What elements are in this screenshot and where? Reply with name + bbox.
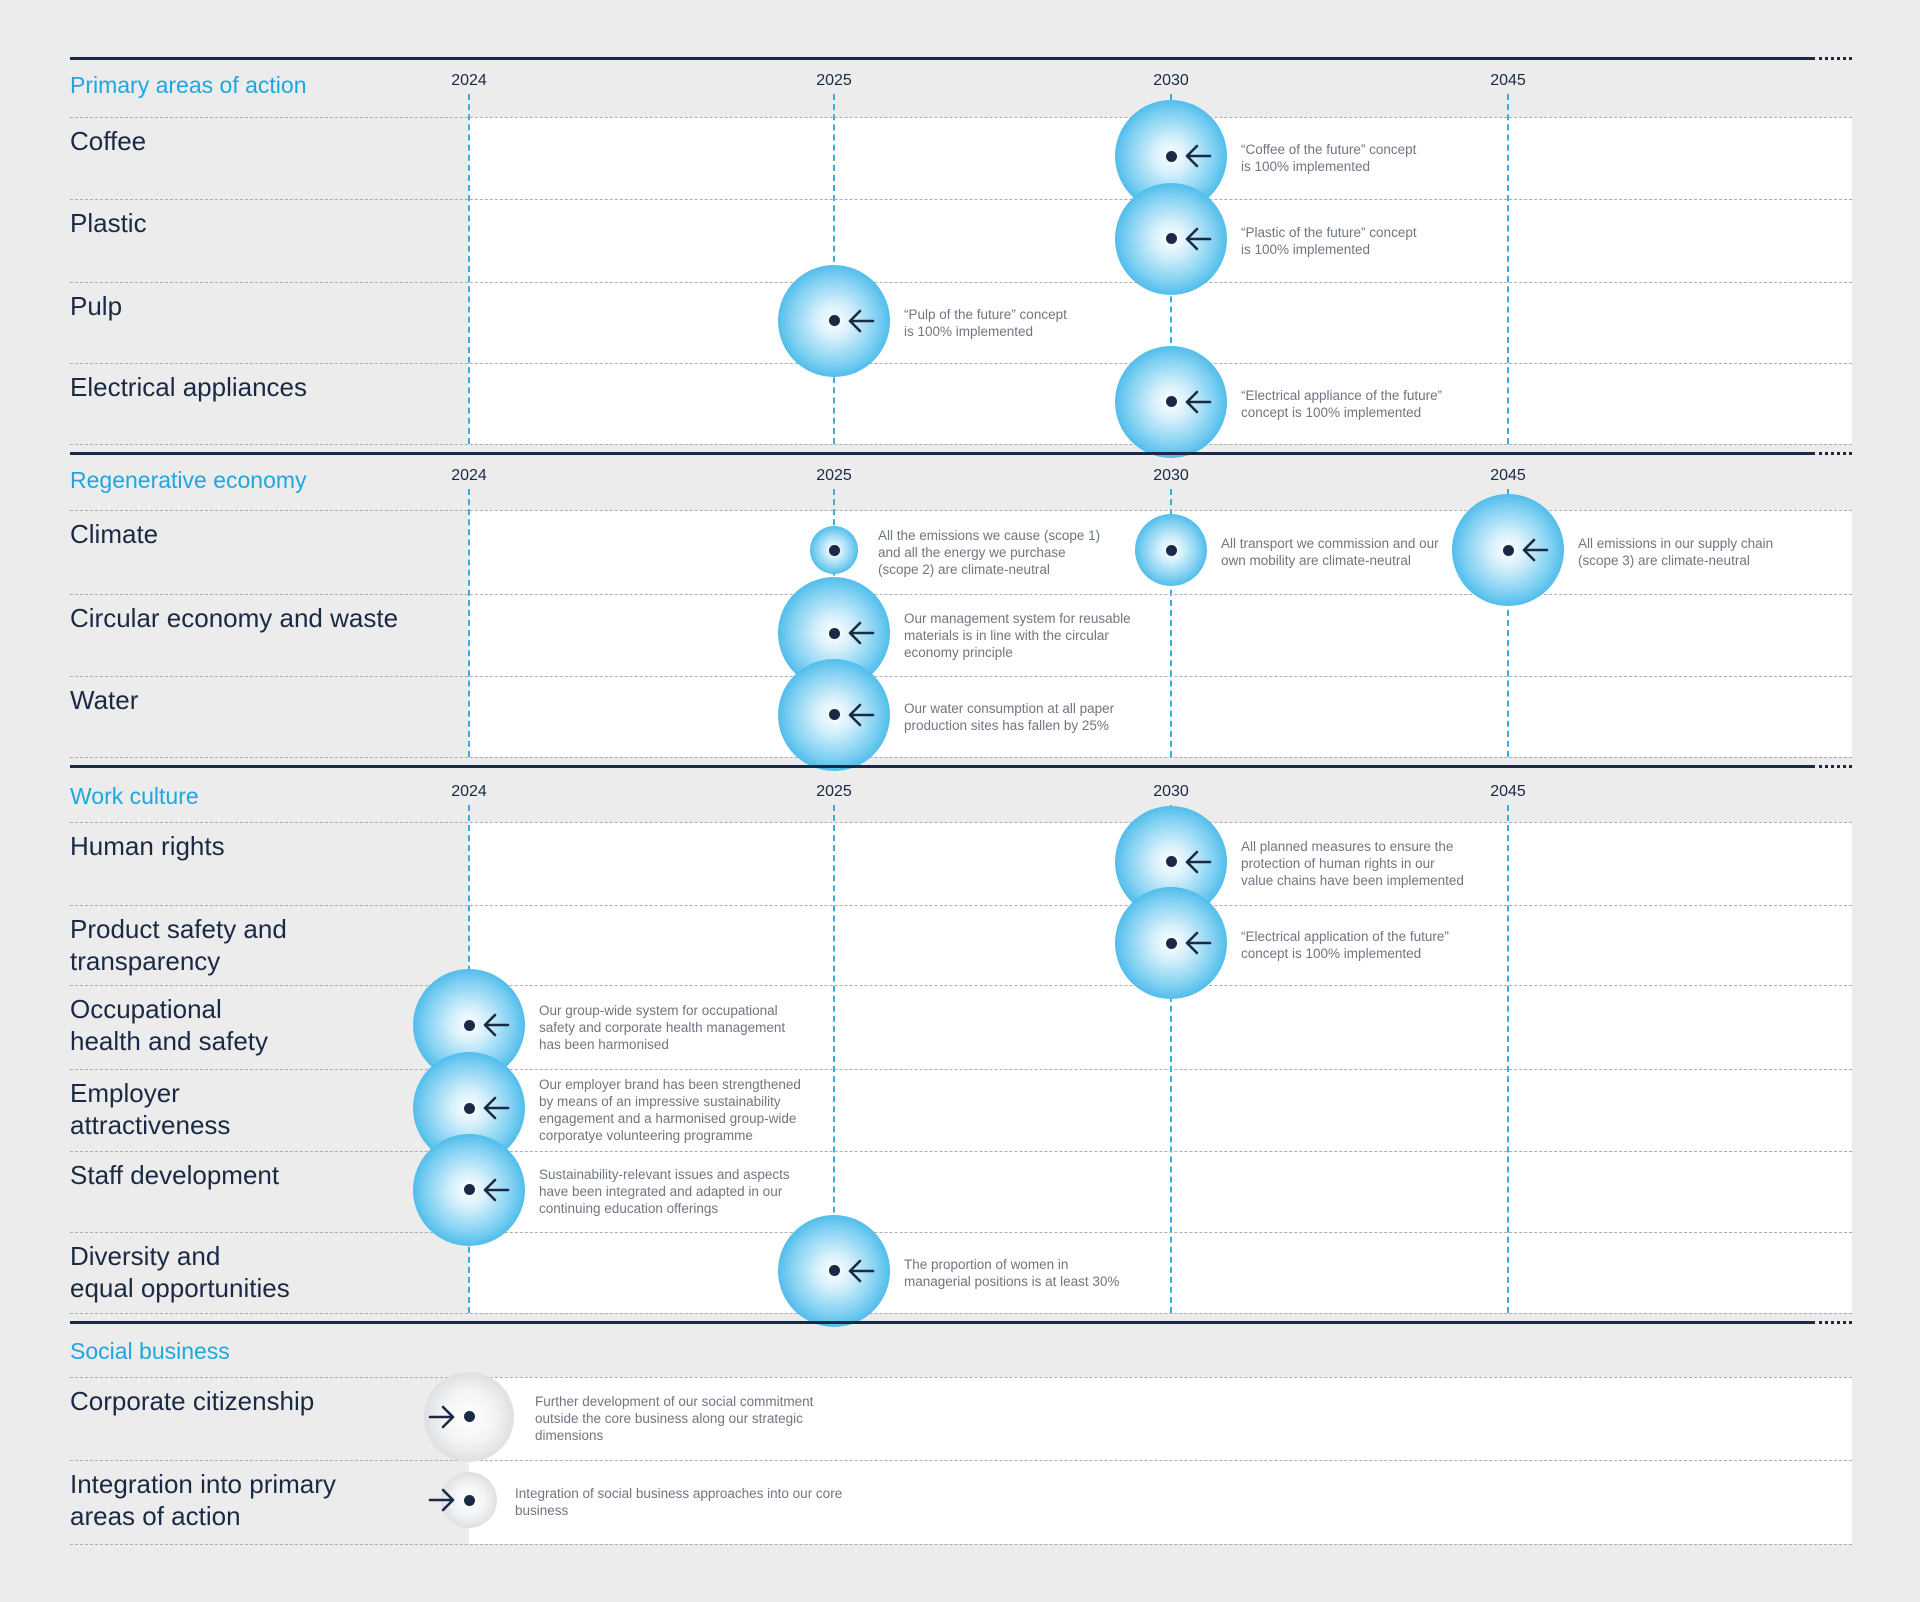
section-divider-dots [1812, 57, 1852, 60]
year-label: 2024 [451, 783, 487, 800]
row-separator [70, 594, 1852, 595]
row-label: Human rights [70, 831, 225, 861]
year-label: 2025 [816, 72, 852, 89]
section-title: Regenerative economy [70, 467, 307, 493]
row-separator [70, 444, 1852, 445]
row-separator [70, 905, 1852, 906]
milestone-dot [829, 709, 840, 720]
arrow-left-icon [846, 618, 876, 648]
arrow-left-icon [481, 1175, 511, 1205]
section-divider-dots [1812, 452, 1852, 455]
milestone-dot [464, 1411, 475, 1422]
section-divider-dots [1812, 765, 1852, 768]
row-label: Integration into primary areas of action [70, 1469, 336, 1531]
milestone-dot [1166, 856, 1177, 867]
arrow-left-icon [846, 1256, 876, 1286]
milestone-dot [464, 1020, 475, 1031]
row-separator [70, 1313, 1852, 1314]
milestone-dot [829, 628, 840, 639]
row-separator [70, 1151, 1852, 1152]
row-separator [70, 1069, 1852, 1070]
milestone-note: “Plastic of the future” concept is 100% implemented [1241, 224, 1417, 257]
row-label: Occupational health and safety [70, 994, 269, 1056]
milestone-dot [464, 1495, 475, 1506]
row-label: Electrical appliances [70, 372, 308, 402]
section-title: Work culture [70, 783, 199, 809]
year-label: 2030 [1153, 72, 1189, 89]
section-title: Primary areas of action [70, 72, 307, 98]
row-label: Plastic [70, 208, 147, 238]
row-separator [70, 1460, 1852, 1461]
row-separator [70, 985, 1852, 986]
year-label: 2024 [451, 467, 487, 484]
row-separator [70, 117, 1852, 118]
year-label: 2030 [1153, 467, 1189, 484]
milestone-dot [829, 1265, 840, 1276]
milestone-dot [464, 1103, 475, 1114]
milestone-note: Our employer brand has been strengthened by means of an impressive sustainability engagement and a harmonised group-wide corporatye volunteering programme [539, 1077, 801, 1143]
row-label: Pulp [70, 291, 123, 321]
row-label: Diversity and equal opportunities [70, 1241, 290, 1303]
arrow-left-icon [481, 1093, 511, 1123]
row-separator [70, 363, 1852, 364]
section-divider [70, 765, 1812, 768]
milestone-note: Sustainability-relevant issues and aspects have been integrated and adapted in our continuing education offerings [539, 1167, 790, 1216]
row-label: Circular economy and waste [70, 603, 399, 633]
milestone-dot [829, 315, 840, 326]
year-label: 2045 [1490, 467, 1526, 484]
year-guide-line [1507, 94, 1509, 444]
arrow-left-icon [846, 306, 876, 336]
row-label: Product safety and transparency [70, 914, 287, 976]
section-divider [70, 1321, 1812, 1324]
arrow-left-icon [1183, 928, 1213, 958]
section-divider [70, 452, 1812, 455]
row-separator [70, 1377, 1852, 1378]
milestone-note: All the emissions we cause (scope 1) and all the energy we purchase (scope 2) are climate-neutral [878, 527, 1101, 577]
milestone-dot [1166, 151, 1177, 162]
row-label: Employer attractiveness [70, 1078, 231, 1140]
milestone-note: “Pulp of the future” concept is 100% implemented [904, 306, 1067, 339]
arrow-left-icon [1520, 535, 1550, 565]
milestone-note: “Electrical application of the future” concept is 100% implemented [1241, 929, 1449, 961]
row-label: Coffee [70, 126, 147, 156]
section-divider-dots [1812, 1321, 1852, 1324]
milestone-dot [1166, 396, 1177, 407]
row-separator [70, 199, 1852, 200]
arrow-right-icon [427, 1485, 457, 1515]
row-label: Water [70, 685, 139, 715]
arrow-left-icon [481, 1010, 511, 1040]
arrow-left-icon [1183, 141, 1213, 171]
row-label: Staff development [70, 1160, 280, 1190]
milestone-note: “Electrical appliance of the future” concept is 100% implemented [1241, 387, 1443, 420]
milestone-dot [1166, 545, 1177, 556]
row-separator [70, 282, 1852, 283]
year-label: 2045 [1490, 783, 1526, 800]
milestone-note: Further development of our social commitment outside the core business along our strategic dimensions [535, 1394, 814, 1443]
milestone-note: All emissions in our supply chain (scope 3) are climate-neutral [1578, 536, 1774, 568]
row-label: Climate [70, 519, 159, 549]
year-guide-line [468, 94, 470, 444]
row-separator [70, 1232, 1852, 1233]
milestone-note: Our water consumption at all paper production sites has fallen by 25% [904, 700, 1115, 733]
milestone-dot [1503, 545, 1514, 556]
arrow-left-icon [1183, 847, 1213, 877]
year-label: 2024 [451, 72, 487, 89]
section-title: Social business [70, 1338, 230, 1364]
section-divider [70, 57, 1812, 60]
arrow-left-icon [1183, 387, 1213, 417]
milestone-dot [1166, 938, 1177, 949]
row-separator [70, 1544, 1852, 1545]
year-guide-line [468, 489, 470, 757]
arrow-left-icon [846, 700, 876, 730]
milestone-note: Our management system for reusable materials is in line with the circular economy principle [904, 610, 1131, 660]
row-separator [70, 510, 1852, 511]
year-guide-line [1507, 805, 1509, 1313]
row-separator [70, 676, 1852, 677]
milestone-dot [829, 545, 840, 556]
milestone-dot [464, 1184, 475, 1195]
year-label: 2025 [816, 783, 852, 800]
milestone-note: Integration of social business approaches into our core business [515, 1486, 843, 1518]
row-separator [70, 822, 1852, 823]
milestone-note: All planned measures to ensure the protection of human rights in our value chains have been implemented [1241, 839, 1464, 888]
year-label: 2025 [816, 467, 852, 484]
milestone-note: “Coffee of the future” concept is 100% implemented [1241, 142, 1417, 174]
milestone-note: The proportion of women in managerial positions is at least 30% [904, 1256, 1120, 1289]
arrow-right-icon [427, 1402, 457, 1432]
year-label: 2030 [1153, 783, 1189, 800]
milestone-note: Our group-wide system for occupational safety and corporate health management has been harmonised [539, 1002, 786, 1052]
year-label: 2045 [1490, 72, 1526, 89]
row-label: Corporate citizenship [70, 1386, 315, 1416]
row-separator [70, 757, 1852, 758]
milestone-dot [1166, 233, 1177, 244]
arrow-left-icon [1183, 224, 1213, 254]
milestone-note: All transport we commission and our own mobility are climate-neutral [1221, 536, 1439, 568]
